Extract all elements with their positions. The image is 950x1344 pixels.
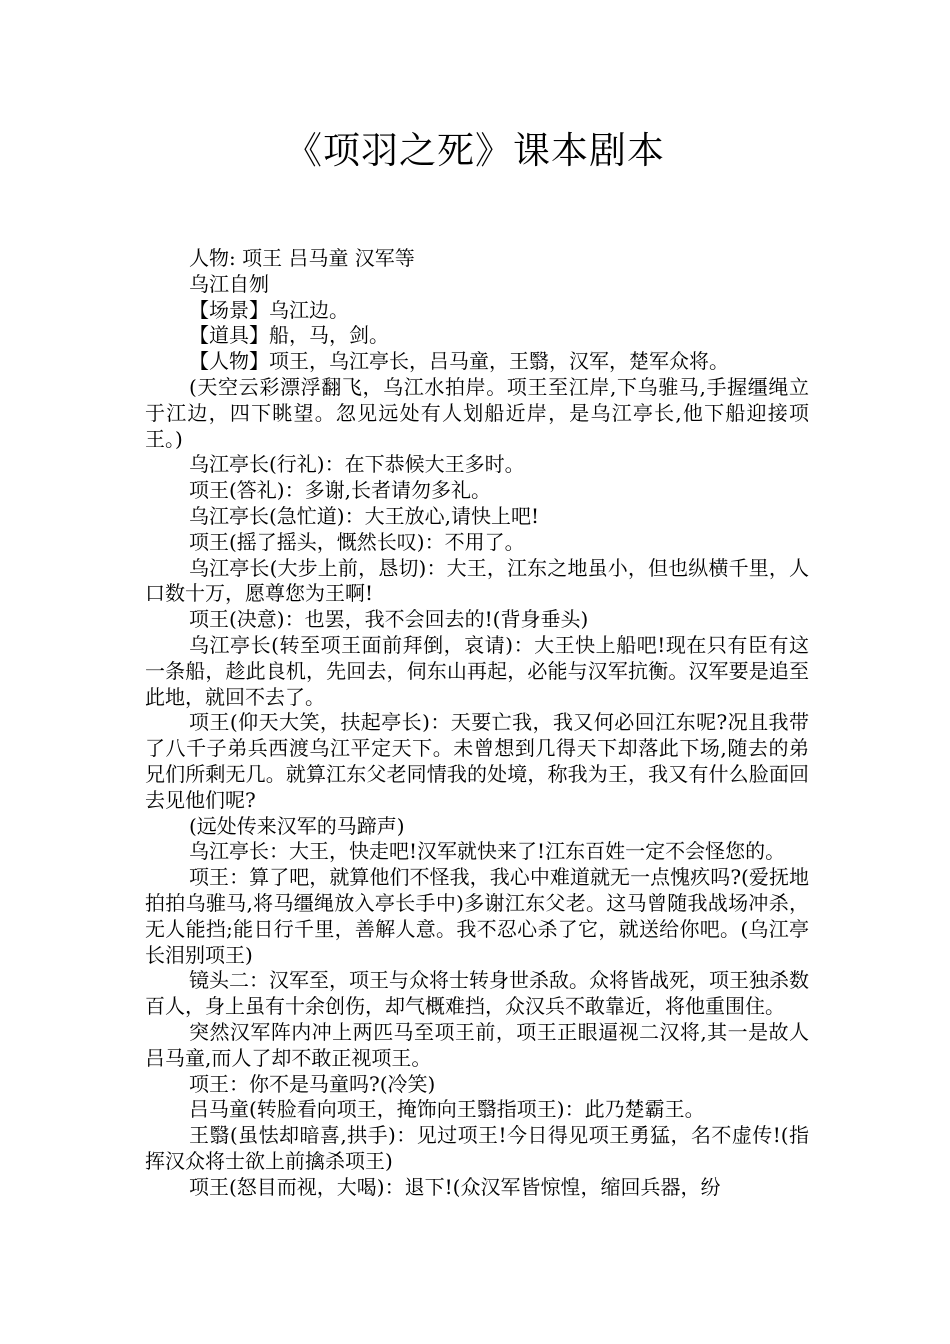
stage-direction: (远处传来汉军的马蹄声): [189, 813, 405, 838]
dialogue-line: 项王(摇了摇头，慨然长叹)：不用了。: [189, 529, 525, 554]
dialogue-line: 项王：你不是马童吗?(冷笑): [189, 1071, 436, 1096]
dialogue-line: 项王(仰天大笑，扶起亭长)：天要亡我，我又何必回江东呢?况且我带了八千子弟兵西渡乌江平定天下。未曾想到几得天下却落此下场,随去的弟兄们所剩无几。就算江东父老同情我的处境，称我为王，我又有什么脸面回去见他们呢?: [145, 710, 809, 812]
dialogue-line: 乌江亭长(转至项王面前拜倒，哀请)：大王快上船吧!现在只有臣有这一条船，趁此良机，先回去，伺东山再起，必能与汉军抗衡。汉军要是追至此地，就回不去了。: [145, 632, 809, 709]
dialogue-line: 项王：算了吧，就算他们不怪我，我心中难道就无一点愧疚吗?(爱抚地拍拍乌骓马,将马缰绳放入亭长手中)多谢江东父老。这马曾随我战场冲杀，无人能挡;能日行千里，善解人意。我不忍心杀了它，就送给你吧。(乌江亭长泪别项王): [145, 865, 809, 967]
dialogue-line: 吕马童(转脸看向项王，掩饰向王翳指项王)：此乃楚霸王。: [189, 1097, 705, 1122]
scene-narration: 突然汉军阵内冲上两匹马至项王前，项王正眼逼视二汉将,其一是故人吕马童,而人了却不敢正视项王。: [145, 1019, 809, 1070]
props-line: 【道具】船，马，剑。: [189, 323, 389, 348]
characters-line: 【人物】项王，乌江亭长，吕马童，王翳，汉军，楚军众将。: [189, 349, 729, 374]
scene-setting: 【场景】乌江边。: [189, 297, 349, 322]
dialogue-line: 乌江亭长(大步上前，恳切)：大王，江东之地虽小，但也纵横千里，人口数十万，愿尊您为王啊!: [145, 555, 809, 606]
dialogue-line: 乌江亭长(行礼)：在下恭候大王多时。: [189, 452, 525, 477]
scene-heading: 乌江自刎: [189, 271, 269, 296]
dialogue-line: 项王(决意)：也罢，我不会回去的!(背身垂头): [189, 607, 589, 632]
dialogue-line: 项王(怒目而视，大喝)：退下!(众汉军皆惊惶，缩回兵器，纷: [189, 1174, 721, 1199]
document-body: [145, 246, 809, 1200]
scene-narration: 镜头二：汉军至，项王与众将士转身世杀敌。众将皆战死，项王独杀数百人，身上虽有十余创伤，却气概难挡，众汉兵不敢靠近，将他重围住。: [145, 968, 809, 1019]
cast-list-line: 人物: 项王 吕马童 汉军等: [189, 246, 415, 270]
document-title: 《项羽之死》课本剧本: [285, 129, 665, 172]
dialogue-line: 王翳(虽怯却暗喜,拱手)：见过项王!今日得见项王勇猛，名不虚传!(指挥汉众将士欲上前擒杀项王): [145, 1123, 809, 1173]
dialogue-line: 乌江亭长(急忙道)：大王放心,请快上吧!: [189, 503, 539, 528]
stage-direction: (天空云彩漂浮翻飞，乌江水拍岸。项王至江岸,下乌骓马,手握缰绳立于江边，四下眺望。忽见远处有人划船近岸，是乌江亭长,他下船迎接项王。): [145, 374, 809, 451]
dialogue-line: 乌江亭长：大王，快走吧!汉军就快来了!江东百姓一定不会怪您的。: [189, 839, 786, 864]
dialogue-line: 项王(答礼)：多谢,长者请勿多礼。: [189, 478, 491, 503]
